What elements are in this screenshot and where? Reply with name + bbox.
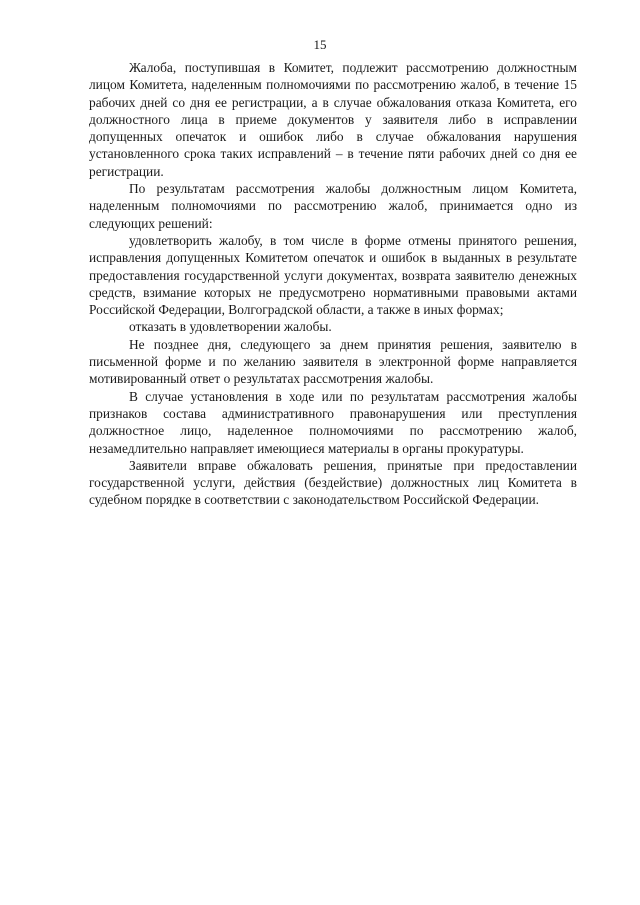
page-number: 15: [313, 37, 327, 52]
paragraph-judicial-appeal: Заявители вправе обжаловать решения, принятые при предоставлении государственной услуги, действия (бездействие) должностных лиц Комитета в судебном порядке в соответствии с законодательством Российской Федерации.: [89, 457, 577, 508]
paragraph-decision-satisfy: удовлетворить жалобу, в том числе в форме отмены принятого решения, исправления допущенных Комитетом опечаток и ошибок в выданных в результате предоставления государственной услуги документах, возврата заявителю денежных средств, взимание которых не предусмотрено нормативными правовыми актами Российской Федерации, Волгоградской области, а также в иных формах;: [89, 232, 577, 318]
paragraph-decision-refuse: отказать в удовлетворении жалобы.: [129, 319, 332, 335]
document-body: [89, 59, 577, 509]
paragraph-complaint-review-term: Жалоба, поступившая в Комитет, подлежит рассмотрению должностным лицом Комитета, наделенным полномочиями по рассмотрению жалоб, в течение 15 рабочих дней со дня ее регистрации, а в случае обжалования отказа Комитета, его должностного лица в приеме документов у заявителя либо в исправлении допущенных опечаток и ошибок либо в случае обжалования нарушения установленного срока таких исправлений – в течение пяти рабочих дней со дня ее регистрации.: [89, 60, 577, 179]
paragraph-review-decisions: По результатам рассмотрения жалобы должностным лицом Комитета, наделенным полномочиями по рассмотрению жалоб, принимается одно из следующих решений:: [89, 181, 577, 231]
paragraph-reasoned-response: Не позднее дня, следующего за днем принятия решения, заявителю в письменной форме и по желанию заявителя в электронной форме направляется мотивированный ответ о результатах рассмотрения жалобы.: [89, 336, 577, 387]
paragraph-violation-referral: В случае установления в ходе или по результатам рассмотрения жалобы признаков состава административного правонарушения или преступления должностное лицо, наделенное полномочиями по рассмотрению жалоб, незамедлительно направляет имеющиеся материалы в органы прокуратуры.: [89, 388, 577, 456]
